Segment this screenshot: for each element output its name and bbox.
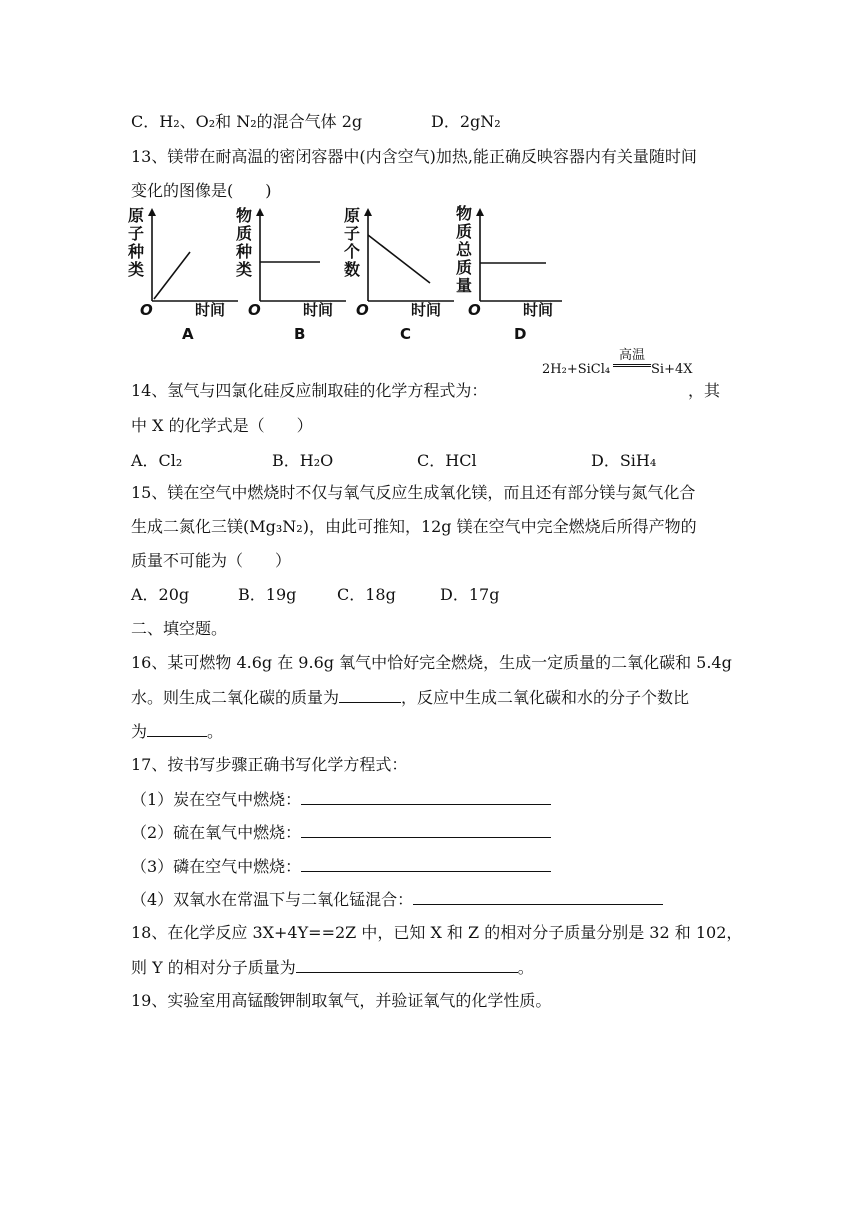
graph-c-curve (368, 235, 430, 283)
q14-line1: 14、氢气与四氯化硅反应制取硅的化学方程式为： (131, 381, 488, 400)
graph-a-curve (154, 252, 190, 299)
q15-line2: 生成二氮化三镁(Mg₃N₂)，由此可推知，12g 镁在空气中完全燃烧后所得产物的 (131, 517, 697, 536)
q14-option-c: C．HCl (417, 451, 477, 470)
graph-a-xlabel: 时间 (195, 301, 226, 319)
graph-c-ylabel: 原 子 个 数 (344, 206, 361, 279)
graph-d-origin: O (468, 301, 481, 319)
graph-c-letter: C (400, 325, 412, 343)
q19-line: 19、实验室用高锰酸钾制取氧气，并验证氧气的化学性质。 (131, 991, 552, 1010)
q15-option-b: B．19g (238, 585, 297, 604)
q17-blank-3[interactable] (301, 855, 551, 872)
q14-option-b: B．H₂O (272, 451, 334, 470)
graph-b (236, 205, 346, 345)
graph-c-origin: O (356, 301, 369, 319)
q15-option-d: D．17g (440, 585, 500, 604)
q14-line1-end: ，其 (688, 381, 721, 400)
q16-line1: 16、某可燃物 4.6g 在 9.6g 氧气中恰好完全燃烧，生成一定质量的二氧化碳和 5.4g (131, 653, 732, 672)
q14-equation-left: 2H₂+SiCl₄ (542, 362, 611, 377)
q17-blank-2[interactable] (301, 821, 551, 838)
q17-blank-1[interactable] (301, 788, 551, 805)
graph-b-letter: B (294, 325, 306, 343)
q12-option-c: C．H₂、O₂和 N₂的混合气体 2g (131, 112, 363, 131)
q15-line1: 15、镁在空气中燃烧时不仅与氧气反应生成氧化镁，而且还有部分镁与氮气化合 (131, 483, 696, 502)
q17-item-4: （4）双氧水在常温下与二氧化锰混合： (131, 888, 663, 911)
graph-c-xlabel: 时间 (411, 301, 442, 319)
q13-line1: 13、镁带在耐高温的密闭容器中(内含空气)加热,能正确反映容器内有关量随时间 (131, 147, 697, 166)
graph-b-origin: O (248, 301, 261, 319)
graph-d-ylabel: 物 质 总 质 量 (456, 204, 473, 295)
q17-title: 17、按书写步骤正确书写化学方程式： (131, 755, 408, 774)
q13-line2: 变化的图像是( ) (131, 181, 272, 200)
q14-option-a: A．Cl₂ (131, 451, 183, 470)
graph-b-ylabel: 物 质 种 类 (236, 206, 253, 279)
q14-equation-condition: 高温 (613, 348, 651, 367)
q15-line3: 质量不可能为（ ） (131, 551, 292, 570)
q16-line3: 为 。 (131, 722, 224, 741)
q14-equation-right: Si+4X (651, 362, 693, 377)
q14-option-d: D．SiH₄ (591, 451, 657, 470)
q14-line2: 中 X 的化学式是（ ） (131, 416, 313, 435)
q15-option-a: A．20g (131, 585, 190, 604)
graph-a-letter: A (182, 325, 194, 343)
section-heading: 二、填空题。 (131, 619, 228, 638)
graph-b-xlabel: 时间 (303, 301, 334, 319)
q17-item-2: （2）硫在氧气中燃烧： (131, 821, 551, 844)
graph-d (456, 205, 566, 345)
graph-d-xlabel: 时间 (523, 301, 554, 319)
q18-blank[interactable] (296, 956, 518, 973)
graph-a-origin: O (140, 301, 153, 319)
graph-a-ylabel: 原 子 种 类 (128, 206, 145, 279)
q16-blank-co2-mass[interactable] (339, 686, 401, 703)
q17-item-3: （3）磷在空气中燃烧： (131, 855, 551, 878)
graph-a (128, 205, 238, 345)
q12-option-d: D．2gN₂ (431, 112, 501, 131)
q17-blank-4[interactable] (413, 888, 663, 905)
q18-line1: 18、在化学反应 3X+4Y==2Z 中，已知 X 和 Z 的相对分子质量分别是 32 和 102， (131, 923, 743, 942)
q15-option-c: C．18g (337, 585, 396, 604)
q17-item-1: （1）炭在空气中燃烧： (131, 788, 551, 811)
q16-blank-ratio[interactable] (147, 720, 207, 737)
graph-c (344, 205, 454, 345)
q18-line2: 则 Y 的相对分子质量为 。 (131, 958, 534, 977)
graph-d-letter: D (514, 325, 527, 343)
q16-line2: 水。则生成二氧化碳的质量为 ，反应中生成二氧化碳和水的分子个数比 (131, 688, 690, 707)
